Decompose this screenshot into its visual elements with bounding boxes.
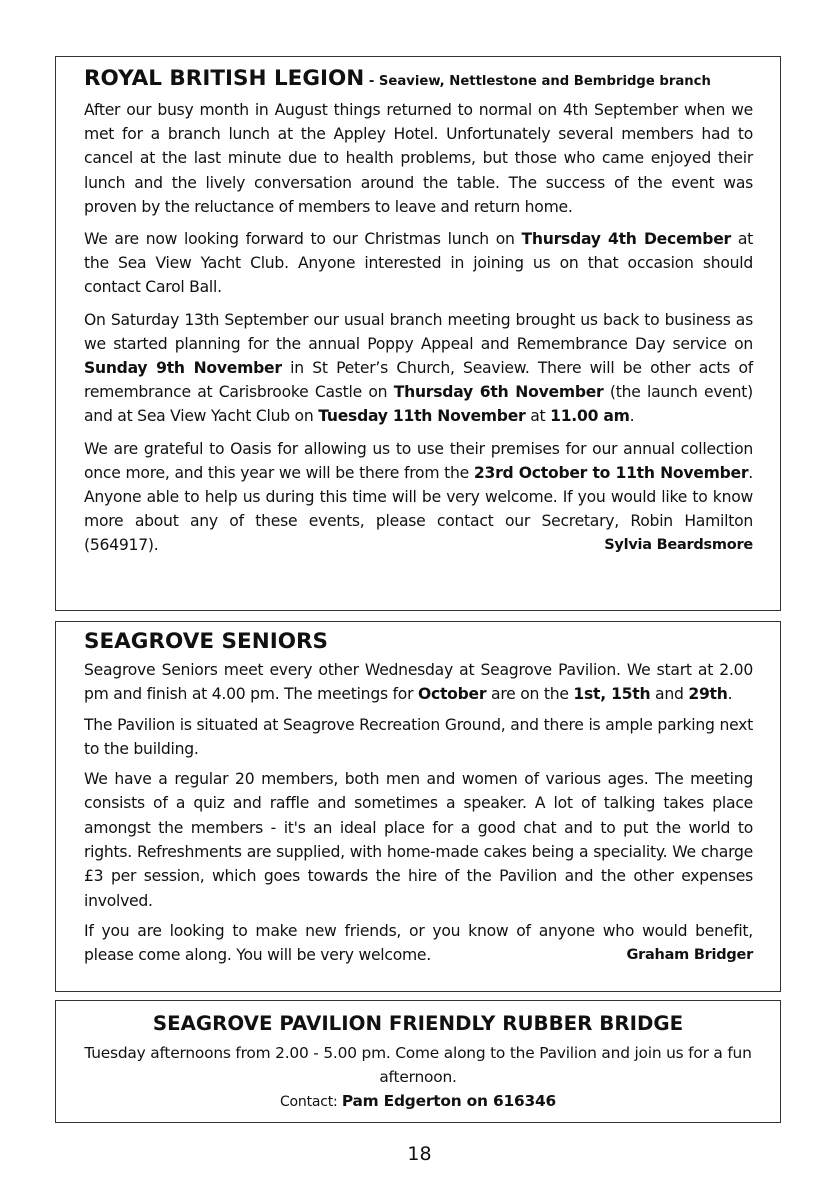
rbl-paragraph-2: We are now looking forward to our Christmas lunch on Thursday 4th December at the Sea View Yacht Club. Anyone interested in joining us on that occasion should contact Carol Ball. xyxy=(84,230,753,297)
seniors-title: SEAGROVE SENIORS xyxy=(84,629,329,654)
bridge-description: Tuesday afternoons from 2.00 - 5.00 pm. Come along to the Pavilion and join us for a fun afternoon. xyxy=(84,1044,752,1086)
bridge-contact xyxy=(76,1089,760,1114)
rbl-heading xyxy=(84,65,753,96)
contact-label: Contact: xyxy=(279,1094,342,1110)
seniors-paragraph-1: Seagrove Seniors meet every other Wednesday at Seagrove Pavilion. We start at 2.00 pm and finish at 4.00 pm. The meetings for October are on the 1st, 15th and 29th. xyxy=(84,661,753,704)
rbl-paragraph-4: We are grateful to Oasis for allowing us to use their premises for our annual collection once more, and this year we will be there from the 23rd October to 11th November. Anyone able to help us during this time will be very welcome. If you would like to know more about any of these events, please contact our Secretary, Robin Hamilton (564917). Sylvia Beardsmore xyxy=(84,437,753,558)
royal-british-legion-section xyxy=(55,56,781,611)
seniors-paragraph-4: If you are looking to make new friends, or you know of anyone who would benefit, please come along. You will be very welcome. Graham Bridger xyxy=(84,919,753,968)
rbl-paragraph-3: On Saturday 13th September our usual branch meeting brought us back to business as we started planning for the annual Poppy Appeal and Remembrance Day service on Sunday 9th November in St Peter’s Church, Seaview. There will be other acts of remembrance at Carisbrooke Castle on Thursday 6th November (the launch event) and at Sea View Yacht Club on Tuesday 11th November at 11.00 am. xyxy=(84,310,753,426)
seagrove-seniors-section xyxy=(55,621,781,992)
rbl-title: ROYAL BRITISH LEGION xyxy=(84,66,365,91)
seniors-paragraph-2: The Pavilion is situated at Seagrove Recreation Ground, and there is ample parking next to the building. xyxy=(84,715,753,758)
contact-value: Pam Edgerton on 616346 xyxy=(341,1092,557,1110)
rbl-paragraph-1: After our busy month in August things returned to normal on 4th September when we met for a branch lunch at the Appley Hotel. Unfortunately several members had to cancel at the last minute due to health problems, but those who came enjoyed their lunch and the lively conversation around the table. The success of the event was proven by the reluctance of members to leave and return home. xyxy=(84,101,753,216)
bridge-title: SEAGROVE PAVILION FRIENDLY RUBBER BRIDGE xyxy=(152,1012,684,1035)
rbl-subtitle: - Seaview, Nettlestone and Bembridge branch xyxy=(364,74,711,89)
rubber-bridge-section xyxy=(55,1000,781,1123)
seniors-signature: Graham Bridger xyxy=(626,947,753,964)
rbl-signature: Sylvia Beardsmore xyxy=(604,537,753,554)
page-number: 18 xyxy=(407,1143,432,1165)
seniors-paragraph-3: We have a regular 20 members, both men and women of various ages. The meeting consists of a quiz and raffle and sometimes a speaker. A lot of talking takes place amongst the members - it's an ideal place for a good chat and to put the world to rights. Refreshments are supplied, with home-made cakes being a speciality. We charge £3 per session, which goes towards the hire of the Pavilion and the other expenses involved. xyxy=(84,770,753,910)
